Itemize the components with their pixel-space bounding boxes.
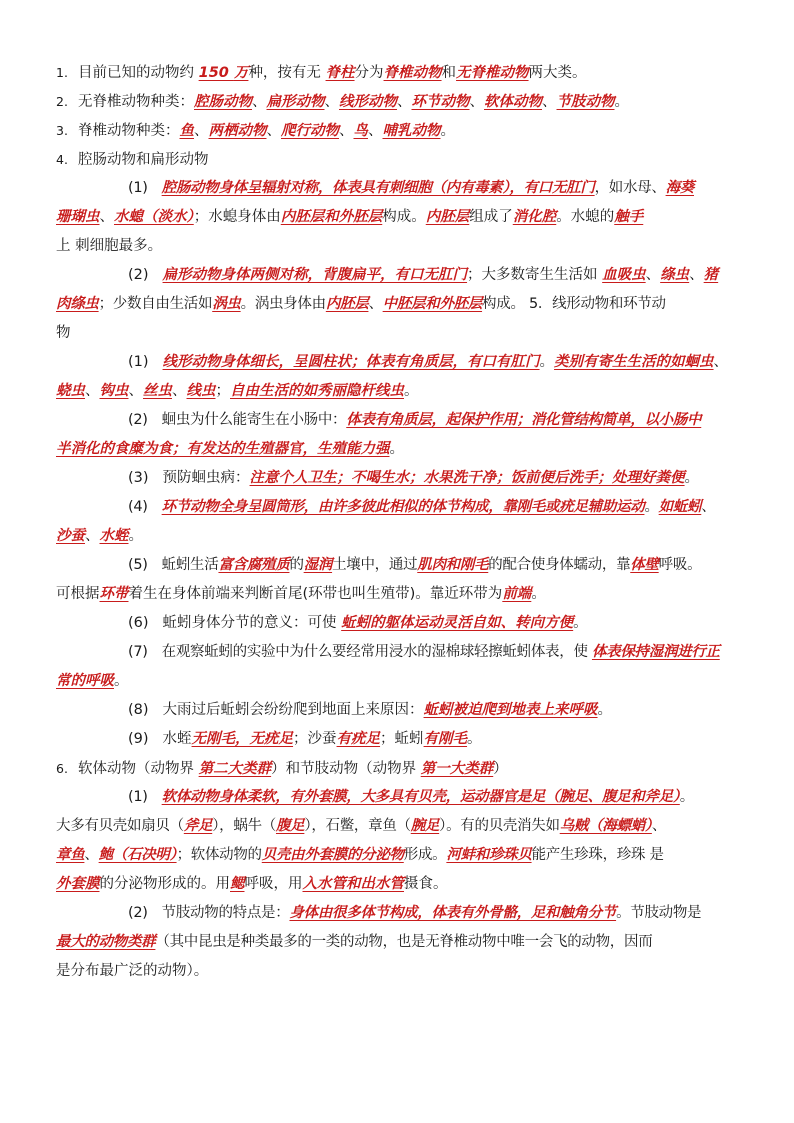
plain-text: 构成。: [382, 209, 426, 225]
plain-text: 。: [531, 586, 546, 602]
plain-text: 、: [339, 123, 354, 139]
plain-text: 着生在身体前端来判断首尾(环带也叫生殖带)。靠近环带为: [128, 586, 503, 602]
item-number: 4.: [56, 152, 68, 167]
plain-text: 脊椎动物种类：: [78, 123, 180, 139]
text-line: [56, 725, 742, 754]
plain-text: 的: [289, 557, 304, 573]
plain-text: 、: [701, 499, 716, 515]
answer-text: 第二大类群: [198, 761, 272, 777]
plain-text: 、: [85, 528, 100, 544]
answer-text: 肉绦虫: [56, 296, 99, 312]
answer-text: 湿润: [303, 557, 333, 573]
answer-text: 鸟: [353, 123, 368, 139]
plain-text: 是分布最广泛的动物）。: [56, 963, 209, 979]
text-line: [56, 87, 742, 116]
plain-text: 、: [266, 123, 281, 139]
plain-text: ）和节肢动物（动物界: [271, 761, 421, 777]
answer-text: 脊柱: [325, 65, 355, 81]
answer-text: 万: [233, 65, 249, 81]
answer-text: 蛲虫: [56, 383, 85, 399]
plain-text: 。水螅的: [556, 209, 615, 225]
document-page: [56, 58, 742, 986]
answer-text: 体表保持湿润进行正: [591, 644, 720, 660]
plain-text: 、: [469, 94, 484, 110]
sub-item-number: (1): [128, 354, 149, 370]
answer-text: 珊瑚虫: [56, 209, 100, 225]
answer-text: 猪: [703, 267, 719, 283]
answer-text: 内胚层: [325, 296, 369, 312]
answer-text: 线形动物身体细长，呈圆柱状；体表有角质层，有口有肛门: [162, 354, 540, 370]
plain-text: 种，按有无: [248, 65, 326, 81]
plain-text: 蚯蚓生活: [161, 557, 219, 573]
answer-text: 绦虫: [660, 267, 690, 283]
answer-text: 哺乳动物: [382, 123, 441, 139]
plain-text: 蚯蚓身体分节的意义：可使: [162, 615, 342, 631]
answer-text: 肌肉和刚毛: [417, 557, 489, 573]
answer-text: 海葵: [665, 180, 694, 196]
plain-text: 。: [128, 528, 143, 544]
text-line: [56, 493, 742, 522]
answer-text: 内胚层和外胚层: [280, 209, 383, 225]
answer-text: 贝壳由外套膜的分泌物: [261, 847, 404, 863]
answer-text: 鱼: [179, 123, 194, 139]
sub-item-number: (3): [128, 470, 149, 486]
answer-text: 体壁: [630, 557, 659, 573]
text-line: [56, 928, 742, 957]
answer-text: 无脊椎动物: [456, 65, 529, 81]
answer-text: 脊椎动物: [383, 65, 442, 81]
answer-text: 半消化的食糜为食；有发达的生殖器官，生殖能力强: [56, 441, 390, 457]
text-line: [56, 290, 742, 319]
plain-text: 、: [645, 267, 661, 283]
answer-text: 水蛭: [99, 528, 129, 544]
item-number: 3.: [56, 123, 68, 138]
text-line: [56, 609, 742, 638]
item-number: 2.: [56, 94, 68, 109]
text-line: [56, 319, 742, 348]
text-line: [56, 696, 742, 725]
text-line: [56, 406, 742, 435]
plain-text: 、: [252, 94, 267, 110]
sub-item-number: (9): [128, 731, 149, 747]
answer-text: 腕足: [410, 818, 440, 834]
plain-text: 两大类。: [528, 65, 587, 81]
plain-text: 大多有贝壳如扇贝（: [56, 818, 184, 834]
plain-text: 。: [467, 731, 482, 747]
answer-text: 软体动物身体柔软，有外套膜，大多具有贝壳，运动器官是足（腕足、腹足和斧足）: [161, 789, 680, 805]
answer-text: 无刚毛，无疣足: [191, 731, 294, 747]
plain-text: 腔肠动物和扁形动物: [78, 152, 209, 168]
text-line: [56, 957, 742, 986]
plain-text: 。: [644, 499, 659, 515]
text-line: [56, 638, 742, 667]
sub-item-number: (1): [128, 789, 148, 805]
plain-text: 能产生珍珠，珍珠 是: [531, 847, 664, 863]
plain-text: （其中昆虫是种类最多的一类的动物，也是无脊椎动物中唯一会飞的动物，因而: [155, 934, 653, 950]
text-line: [56, 174, 742, 203]
plain-text: ；蚯蚓: [380, 731, 424, 747]
answer-text: 爬行动物: [281, 123, 339, 139]
answer-text: 身体由很多体节构成，体表有外骨骼，足和触角分节: [289, 905, 617, 921]
text-line: [56, 754, 742, 783]
plain-text: 呼吸。: [658, 557, 702, 573]
answer-text: 入水管和出水管: [302, 876, 404, 892]
plain-text: 预防蛔虫病：: [162, 470, 250, 486]
answer-text: 有刚毛: [423, 731, 468, 747]
answer-text: 蚯蚓被迫爬到地表上来呼吸: [423, 702, 598, 718]
plain-text: 形成。: [403, 847, 447, 863]
sub-item-number: (8): [128, 702, 149, 718]
plain-text: 和: [441, 65, 457, 81]
plain-text: 软体动物（动物界: [78, 761, 199, 777]
text-line: [56, 348, 742, 377]
text-line: [56, 377, 742, 406]
sub-item-number: (5): [128, 557, 148, 573]
plain-text: ；沙蚕: [293, 731, 337, 747]
answer-text: 有疣足: [336, 731, 381, 747]
plain-text: 、: [84, 847, 99, 863]
plain-text: 大雨过后蚯蚓会纷纷爬到地面上来原因：: [162, 702, 424, 718]
answer-text: 常的呼吸: [56, 673, 114, 689]
notes-body: [56, 58, 742, 986]
answer-text: 章鱼: [56, 847, 85, 863]
plain-text: 的分泌物形成的。用: [99, 876, 230, 892]
answer-text: 涡虫: [212, 296, 241, 312]
plain-text: 。: [679, 789, 694, 805]
answer-text: 乌贼（海螵蛸）: [559, 818, 652, 834]
item-number: 6.: [56, 761, 68, 776]
plain-text: ；少数自由生活如: [98, 296, 213, 312]
plain-text: 摄食。: [404, 876, 448, 892]
plain-text: ）。有的贝壳消失如: [439, 818, 560, 834]
answer-text: 斧足: [183, 818, 213, 834]
text-line: [56, 145, 742, 174]
plain-text: 、: [542, 94, 557, 110]
sub-item-number: (2): [128, 905, 148, 921]
answer-text: 扁形动物: [266, 94, 325, 110]
text-line: [56, 667, 742, 696]
sub-item-number: (4): [128, 499, 148, 515]
plain-text: 土壤中，通过: [332, 557, 418, 573]
plain-text: 。: [440, 123, 455, 139]
plain-text: 分为: [354, 65, 384, 81]
plain-text: 的配合使身体蠕动，靠: [488, 557, 631, 573]
answer-text: 鲍（石决明）: [98, 847, 177, 863]
text-line: [56, 899, 742, 928]
answer-text: 环节动物全身呈圆筒形，由许多彼此相似的体节构成，靠刚毛或疣足辅助运动: [161, 499, 645, 515]
answer-text: 腔肠动物身体呈辐射对称，体表具有刺细胞（内有毒素），有口无肛门: [161, 180, 595, 196]
sub-item-number: (2): [128, 267, 149, 283]
answer-text: 类别有寄生生活的如蛔虫: [554, 354, 714, 370]
sub-item-number: (7): [128, 644, 148, 660]
plain-text: ；水螅身体由: [193, 209, 281, 225]
text-line: [56, 551, 742, 580]
plain-text: 。: [573, 615, 588, 631]
answer-text: 最大的动物类群: [56, 934, 156, 950]
answer-text: 节肢动物: [556, 94, 615, 110]
text-line: [56, 870, 742, 899]
plain-text: 在观察蚯蚓的实验中为什么要经常用浸水的湿棉球轻擦蚯蚓体表，使: [161, 644, 592, 660]
plain-text: 、: [713, 354, 729, 370]
plain-text: ；: [215, 383, 230, 399]
plain-text: 。: [404, 383, 419, 399]
plain-text: 可根据: [56, 586, 100, 602]
plain-text: 无脊椎动物种类：: [78, 94, 194, 110]
text-line: [56, 841, 742, 870]
answer-text: 富含腐殖质: [218, 557, 290, 573]
answer-text: 鳃: [230, 876, 245, 892]
answer-text: 前端: [502, 586, 532, 602]
plain-text: 。: [114, 673, 129, 689]
text-line: [56, 116, 742, 145]
answer-text: 外套膜: [56, 876, 100, 892]
plain-text: 水蛭: [162, 731, 192, 747]
sub-item-number: (1): [128, 180, 148, 196]
plain-text: 蛔虫为什么能寄生在小肠中：: [161, 412, 347, 428]
answer-text: 内胚层: [425, 209, 470, 225]
plain-text: 物: [56, 325, 71, 341]
answer-text: 河蚌和珍珠贝: [446, 847, 532, 863]
answer-text: 体表有角质层，起保护作用；消化管结构简单，以小肠中: [346, 412, 702, 428]
text-line: [56, 812, 742, 841]
plain-text: ）: [493, 761, 508, 777]
plain-text: 。节肢动物是: [616, 905, 702, 921]
plain-text: 、: [172, 383, 187, 399]
plain-text: 。: [389, 441, 404, 457]
answer-text: 腔肠动物: [194, 94, 252, 110]
plain-text: 构成。 5．线形动物和环节动: [482, 296, 666, 312]
plain-text: 、: [397, 94, 412, 110]
answer-text: 触手: [614, 209, 644, 225]
answer-text: 第一大类群: [420, 761, 494, 777]
plain-text: ，如水母、: [594, 180, 666, 196]
plain-text: 目前已知的动物约: [78, 65, 199, 81]
answer-text: 线虫: [186, 383, 216, 399]
plain-text: 、: [689, 267, 704, 283]
answer-text: 注意个人卫生；不喝生水；水果洗干净；饭前便后洗手；处理好粪便: [249, 470, 685, 486]
plain-text: ），蜗牛（: [212, 818, 276, 834]
plain-text: 呼吸，用: [244, 876, 303, 892]
plain-text: ；软体动物的: [176, 847, 262, 863]
answer-text: 钩虫: [99, 383, 129, 399]
answer-text: 腹足: [275, 818, 305, 834]
answer-text: 消化腔: [512, 209, 557, 225]
plain-text: 。: [539, 354, 555, 370]
plain-text: 组成了: [469, 209, 513, 225]
answer-text: 线形动物: [339, 94, 397, 110]
sub-item-number: (6): [128, 615, 149, 631]
answer-text: 自由生活的如秀丽隐杆线虫: [230, 383, 404, 399]
answer-text: 环节动物: [411, 94, 470, 110]
answer-text: 150: [198, 65, 234, 81]
text-line: [56, 464, 742, 493]
text-line: [56, 783, 742, 812]
answer-text: 沙蚕: [56, 528, 85, 544]
plain-text: 节肢动物的特点是：: [161, 905, 290, 921]
plain-text: 、: [368, 296, 383, 312]
plain-text: 、: [651, 818, 667, 834]
sub-item-number: (2): [128, 412, 148, 428]
answer-text: 蚯蚓的躯体运动灵活自如、转向方便: [341, 615, 574, 631]
plain-text: 、: [99, 209, 114, 225]
text-line: [56, 522, 742, 551]
plain-text: 、: [85, 383, 100, 399]
answer-text: 环带: [99, 586, 129, 602]
plain-text: 。: [597, 702, 613, 718]
text-line: [56, 58, 742, 87]
plain-text: 、: [324, 94, 339, 110]
plain-text: 。: [614, 94, 629, 110]
plain-text: 上 刺细胞最多。: [56, 238, 163, 254]
answer-text: 软体动物: [484, 94, 542, 110]
answer-text: 水螅（淡水）: [114, 209, 194, 225]
item-number: 1.: [56, 65, 68, 80]
answer-text: 如蚯蚓: [658, 499, 702, 515]
text-line: [56, 435, 742, 464]
answer-text: 丝虫: [143, 383, 172, 399]
text-line: [56, 580, 742, 609]
plain-text: ；大多数寄生生活如: [467, 267, 603, 283]
plain-text: 。: [684, 470, 700, 486]
answer-text: 中胚层和外胚层: [382, 296, 483, 312]
text-line: [56, 203, 742, 232]
answer-text: 扁形动物身体两侧对称，背腹扁平，有口无肛门: [162, 267, 468, 283]
plain-text: 。涡虫身体由: [240, 296, 326, 312]
plain-text: 、: [128, 383, 143, 399]
plain-text: ），石鳖，章鱼（: [304, 818, 411, 834]
plain-text: 、: [368, 123, 383, 139]
text-line: [56, 232, 742, 261]
text-line: [56, 261, 742, 290]
answer-text: 血吸虫: [602, 267, 646, 283]
answer-text: 两栖动物: [208, 123, 267, 139]
plain-text: 、: [194, 123, 209, 139]
